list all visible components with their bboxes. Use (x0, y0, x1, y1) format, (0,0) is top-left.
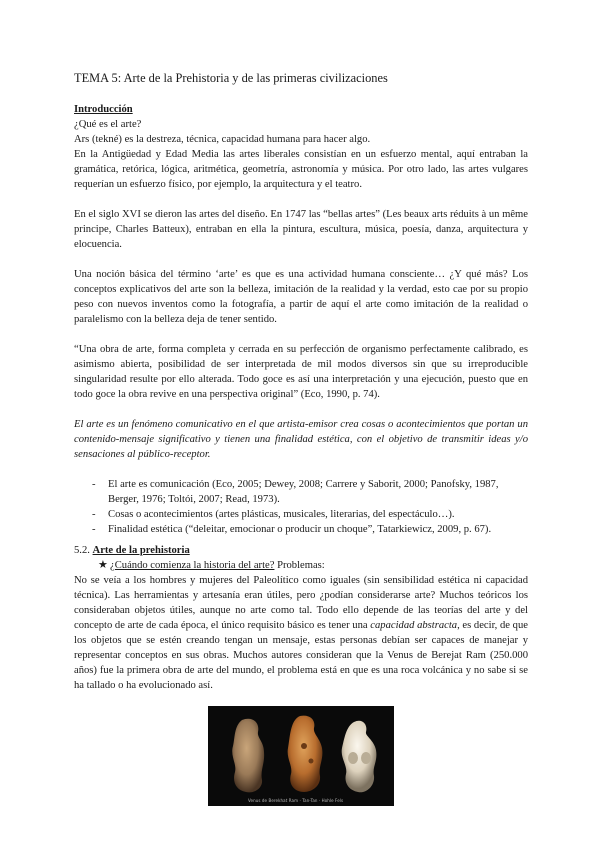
venus-hohle-fels-shape (342, 721, 377, 793)
section-title: Arte de la prehistoria (92, 545, 190, 556)
bullet-item: - Finalidad estética (“deleitar, emocionar o producir un choque”, Tatarkiewicz, 2009, p. 67). (92, 522, 528, 537)
intro-heading: Introducción (74, 104, 133, 115)
intro-question: ¿Qué es el arte? (74, 119, 142, 130)
section-body-part-1: No se veía a los hombres y mujeres del Paleolítico como iguales (sin sensibilidad estética ni capacidad técnica). Las herramientas y artesanía eran útiles, pero ¿podían considerarse arte? Muchos teóricos los consideraban objetos útiles, aunque no arte como tal. Todo ello depende de las teorías del arte y del concepto de arte de cada época, el único requisito básico es tener una (74, 575, 528, 631)
eco-quote: “Una obra de arte, forma completa y cerrada en su perfección de organismo perfectamente calibrado, es asimismo abierta, posibilidad de ser interpretada de mil modos diversos sin que su irreproducible singularidad resulte por ello alterada. Todo goce es así una interpretación y una ejecución, puesto que en todo goce la obra revive en una perspectiva original” (Eco, 1990, p. 74). (74, 344, 528, 400)
venus-berekhat-ram-shape (232, 719, 264, 793)
figurine-detail (348, 752, 358, 764)
intro-paragraph-1: Ars (tekné) es la destreza, técnica, capacidad humana para hacer algo. (74, 134, 371, 145)
section-question (74, 558, 528, 573)
section-body (74, 573, 528, 693)
bullet-item: - Cosas o acontecimientos (artes plásticas, musicales, literarias, del espectáculo…). (92, 507, 528, 522)
bullet-item: - El arte es comunicación (Eco, 2005; Dewey, 2008; Carrere y Saborit, 2000; Panofsky, 1987, Berger, 1976; Toltói, 2007; Read, 1973). (92, 477, 528, 507)
venus-figurines-illustration (208, 706, 394, 806)
question-link: ¿Cuándo comienza la historia del arte? (110, 560, 275, 571)
intro-paragraph-4: Una noción básica del término ‘arte’ es que es una actividad humana consciente… ¿Y qué más? Los conceptos explicativos del arte son la belleza, imitación de la realidad y la verdad, esto cae por su propio peso con nuevos inventos como la fotografía, a partir de aquí el arte como imitación de la realidad o paralelismo con la belleza deja de tener sentido. (74, 269, 528, 325)
star-bullet-icon: ★ (98, 558, 108, 571)
art-definition (74, 417, 528, 462)
venus-tan-tan-shape (288, 716, 323, 792)
section-body-part-2: , es decir, de que los objetos que se estén creando tengan un mensaje, estas personas debían ser capaces de manejar y representar conceptos en sus obras. Muchos autores consideran que la Venus de Berejat Ram (250.000 años) fue la primera obra de arte del mundo, el problema está en que es una roca volcánica y no sabe si se ha tallado o ha evolucionado así. (74, 620, 528, 691)
figurine-detail (361, 752, 371, 764)
document-title: TEMA 5: Arte de la Prehistoria y de las primeras civilizaciones (74, 71, 388, 85)
definition-bullets (74, 477, 528, 537)
question-suffix: Problemas: (274, 560, 325, 571)
document-body (74, 70, 528, 693)
section-number: 5.2. (74, 545, 90, 556)
section-body-emphasis: capacidad abstracta (370, 620, 458, 631)
figurine-detail (309, 759, 314, 764)
figurine-detail (301, 743, 307, 749)
intro-paragraph-3: En el siglo XVI se dieron las artes del diseño. En 1747 las “bellas artes” (Les beaux arts réduits à un même principe, Charles Batteux), entraban en ella la pintura, escultura, música, poesía, danza, arquitectura y elocuencia. (74, 209, 528, 250)
venus-figurines-photo (208, 706, 394, 806)
art-definition-text: El arte es un fenómeno comunicativo en el que artista-emisor crea cosas o acontecimientos que portan un contenido-mensaje significativo y tienen una finalidad estética, con el objetivo de transmitir ideas y/o sensaciones al público-receptor. (74, 419, 528, 460)
figure-caption: Venus de Berekhat Ram · Tan-Tan · Hohle Fels (248, 798, 344, 803)
section-heading (74, 543, 528, 558)
intro-paragraph-2: En la Antigüedad y Edad Media las artes liberales consistían en un esfuerzo mental, aquí entraban la gramática, retórica, lógica, aritmética, geometría, astronomía y música. Por otro lado, las artes vulgares requerían un esfuerzo físico, por ejemplo, la arquitectura y el teatro. (74, 149, 528, 190)
